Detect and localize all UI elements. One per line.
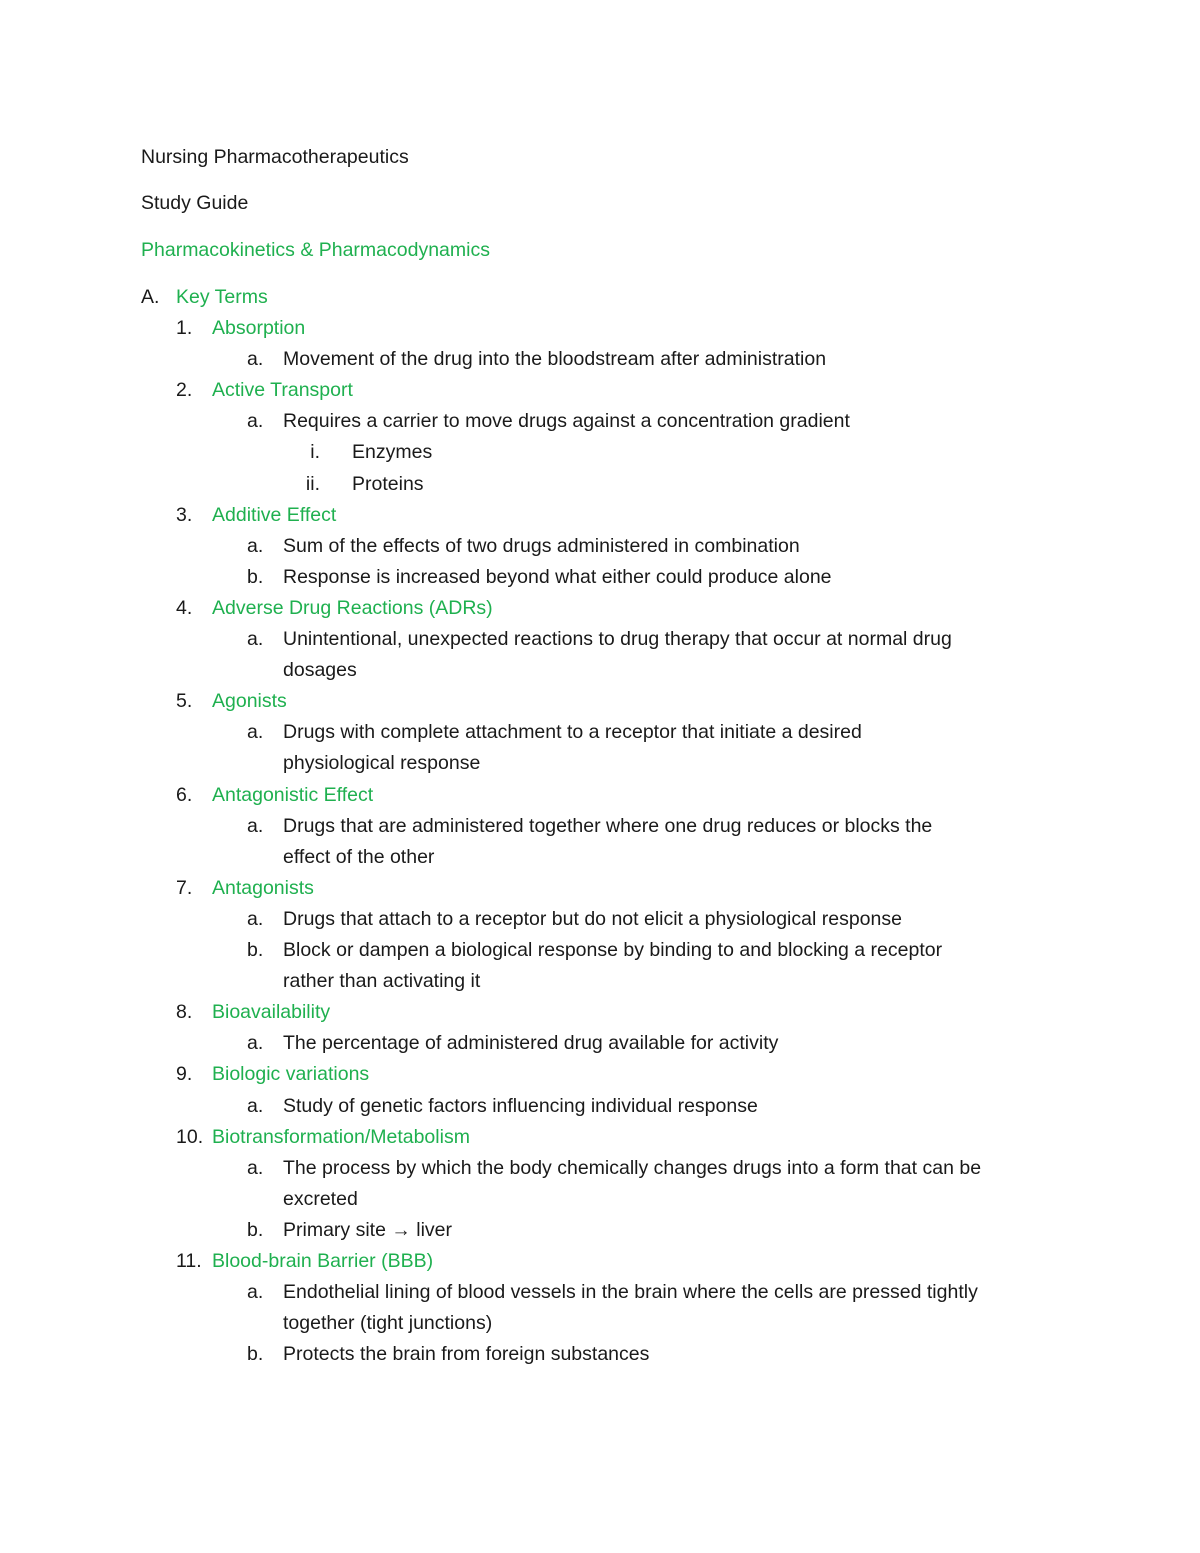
def-marker: a. [247, 815, 264, 837]
sub-item: Proteins [352, 473, 424, 495]
definition-text: rather than activating it [283, 970, 481, 992]
term-heading: Blood-brain Barrier (BBB) [212, 1250, 434, 1272]
definition-text: dosages [283, 659, 357, 681]
term-marker: 7. [176, 877, 193, 899]
term-marker: 3. [176, 504, 193, 526]
definition-text: Study of genetic factors influencing individual response [283, 1095, 758, 1117]
def-marker: a. [247, 535, 264, 557]
def-marker: a. [247, 1157, 264, 1179]
definition-text: Protects the brain from foreign substances [283, 1343, 650, 1365]
term-marker: 10. [176, 1126, 204, 1148]
term-marker: 2. [176, 379, 193, 401]
term-marker: 4. [176, 597, 193, 619]
term-marker: 1. [176, 317, 193, 339]
sub-marker: ii. [305, 473, 320, 495]
def-marker: b. [247, 566, 264, 588]
sub-item: Enzymes [352, 441, 433, 463]
definition-text: Primary site → liver [283, 1219, 453, 1241]
definition-text: physiological response [283, 752, 481, 774]
def-marker: a. [247, 908, 264, 930]
term-marker: 9. [176, 1063, 193, 1085]
def-marker: b. [247, 1343, 264, 1365]
term-heading: Biotransformation/Metabolism [212, 1126, 470, 1148]
definition-text: Drugs that attach to a receptor but do not elicit a physiological response [283, 908, 902, 930]
definition-text: Sum of the effects of two drugs administered in combination [283, 535, 800, 557]
term-heading: Biologic variations [212, 1063, 370, 1085]
term-marker: 5. [176, 690, 193, 712]
definition-text: Requires a carrier to move drugs against a concentration gradient [283, 410, 850, 432]
definition-text: Response is increased beyond what either could produce alone [283, 566, 832, 588]
section-heading: Pharmacokinetics & Pharmacodynamics [141, 239, 490, 261]
term-heading: Antagonists [212, 877, 314, 899]
definition-text: The process by which the body chemically changes drugs into a form that can be [283, 1157, 982, 1179]
term-marker: 6. [176, 784, 193, 806]
term-heading: Active Transport [212, 379, 353, 401]
def-marker: b. [247, 1219, 264, 1241]
def-marker: a. [247, 1032, 264, 1054]
term-heading: Agonists [212, 690, 287, 712]
course-title: Nursing Pharmacotherapeutics [141, 146, 409, 168]
definition-text: Drugs with complete attachment to a receptor that initiate a desired [283, 721, 862, 743]
definition-text: Endothelial lining of blood vessels in the brain where the cells are pressed tightly [283, 1281, 978, 1303]
def-marker: a. [247, 628, 264, 650]
definition-text: Movement of the drug into the bloodstream after administration [283, 348, 827, 370]
section-title: Key Terms [176, 286, 268, 308]
term-marker: 11. [176, 1250, 202, 1272]
term-heading: Absorption [212, 317, 306, 339]
sub-marker: i. [310, 441, 320, 463]
term-marker: 8. [176, 1001, 193, 1023]
def-marker: a. [247, 410, 264, 432]
def-marker: b. [247, 939, 264, 961]
definition-text: The percentage of administered drug available for activity [283, 1032, 779, 1054]
def-marker: a. [247, 721, 264, 743]
definition-text: excreted [283, 1188, 358, 1210]
term-heading: Bioavailability [212, 1001, 331, 1023]
definition-text: Unintentional, unexpected reactions to drug therapy that occur at normal drug [283, 628, 952, 650]
definition-text: effect of the other [283, 846, 435, 868]
term-heading: Adverse Drug Reactions (ADRs) [212, 597, 493, 619]
doc-type: Study Guide [141, 192, 249, 214]
term-heading: Additive Effect [212, 504, 337, 526]
definition-text: Drugs that are administered together where one drug reduces or blocks the [283, 815, 933, 837]
def-marker: a. [247, 1281, 264, 1303]
def-marker: a. [247, 1095, 264, 1117]
definition-text: Block or dampen a biological response by binding to and blocking a receptor [283, 939, 943, 961]
section-marker: A. [141, 286, 160, 308]
definition-text: together (tight junctions) [283, 1312, 493, 1334]
def-marker: a. [247, 348, 264, 370]
term-heading: Antagonistic Effect [212, 784, 374, 806]
